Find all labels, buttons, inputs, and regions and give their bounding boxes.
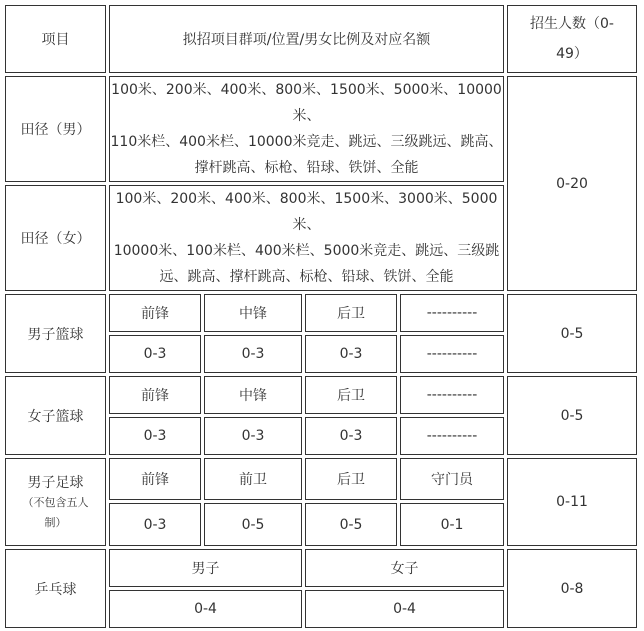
header-quota — [507, 5, 637, 73]
quota-bball-men: 0-5 — [507, 294, 637, 373]
label-pingpong: 乒乓球 — [5, 549, 106, 628]
header-description: 拟招项目群项/位置/男女比例及对应名额 — [109, 5, 504, 73]
value-cell: 0-4 — [109, 590, 302, 628]
position-cell: 中锋 — [204, 294, 302, 332]
desc-line: 100米、200米、400米、800米、1500米、3000米、5000米、 — [115, 191, 498, 233]
desc-line: 110米栏、400米栏、10000米竞走、跳远、三级跳远、跳高、 — [110, 134, 503, 150]
value-cell-empty: ---------- — [400, 335, 504, 373]
desc-line: 远、跳高、撑杆跳高、标枪、铅球、铁饼、全能 — [159, 269, 454, 285]
value-cell: 0-5 — [305, 503, 397, 546]
value-cell-empty: ---------- — [400, 417, 504, 455]
value-cell: 0-3 — [109, 417, 201, 455]
value-cell: 0-3 — [109, 335, 201, 373]
header-item: 项目 — [5, 5, 106, 73]
position-cell-empty: ---------- — [400, 294, 504, 332]
value-cell: 0-3 — [204, 417, 302, 455]
quota-track: 0-20 — [507, 76, 637, 291]
label-bball-women: 女子篮球 — [5, 376, 106, 455]
position-cell: 前锋 — [109, 294, 201, 332]
position-cell: 前卫 — [204, 458, 302, 500]
label-football-note-2: 制） — [44, 516, 67, 529]
desc-track-men — [109, 76, 504, 182]
desc-line: 10000米、100米栏、400米栏、5000米竞走、跳远、三级跳 — [113, 243, 500, 259]
value-cell: 0-3 — [305, 417, 397, 455]
position-cell: 守门员 — [400, 458, 504, 500]
position-cell-empty: ---------- — [400, 376, 504, 414]
position-cell: 男子 — [109, 549, 302, 587]
position-cell: 后卫 — [305, 376, 397, 414]
value-cell: 0-1 — [400, 503, 504, 546]
enrollment-table — [2, 2, 640, 631]
row-football-positions — [5, 458, 637, 500]
row-bball-men-positions — [5, 294, 637, 332]
row-bball-women-positions — [5, 376, 637, 414]
quota-pingpong: 0-8 — [507, 549, 637, 628]
label-bball-men: 男子篮球 — [5, 294, 106, 373]
position-cell: 前锋 — [109, 376, 201, 414]
desc-line: 100米、200米、400米、800米、1500米、5000米、10000米、 — [111, 82, 502, 124]
row-pingpong-positions — [5, 549, 637, 587]
header-row — [5, 5, 637, 73]
position-cell: 前锋 — [109, 458, 201, 500]
desc-line: 撑杆跳高、标枪、铅球、铁饼、全能 — [194, 160, 419, 176]
position-cell: 女子 — [305, 549, 504, 587]
label-football-main: 男子足球 — [27, 475, 84, 491]
label-track-men: 田径（男） — [5, 76, 106, 182]
row-track-men — [5, 76, 637, 182]
position-cell: 中锋 — [204, 376, 302, 414]
quota-football: 0-11 — [507, 458, 637, 546]
label-football-note-1: （不包含五人 — [22, 496, 89, 509]
quota-bball-women: 0-5 — [507, 376, 637, 455]
desc-track-women — [109, 185, 504, 291]
label-football-men — [5, 458, 106, 546]
header-quota-line1: 招生人数（0- — [530, 16, 614, 32]
label-track-women: 田径（女） — [5, 185, 106, 291]
value-cell: 0-3 — [204, 335, 302, 373]
value-cell: 0-5 — [204, 503, 302, 546]
position-cell: 后卫 — [305, 294, 397, 332]
value-cell: 0-4 — [305, 590, 504, 628]
value-cell: 0-3 — [305, 335, 397, 373]
position-cell: 后卫 — [305, 458, 397, 500]
value-cell: 0-3 — [109, 503, 201, 546]
header-quota-line2: 49） — [556, 46, 588, 62]
